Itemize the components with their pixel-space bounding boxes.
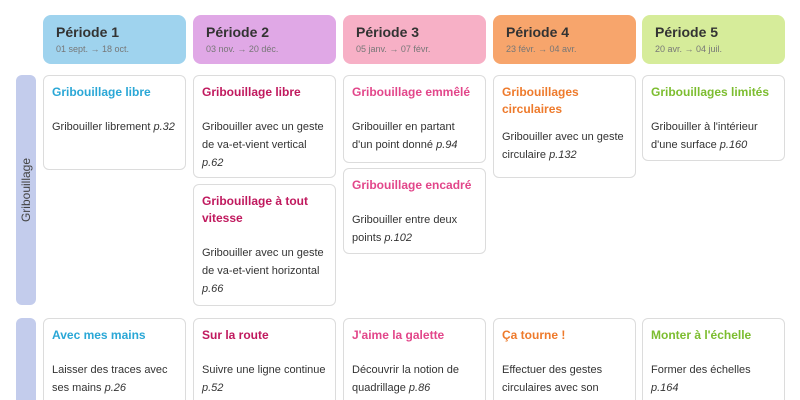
activity-card[interactable]	[493, 318, 636, 400]
period-dates: 20 avr. → 04 juil.	[655, 44, 723, 54]
period-title: Période 3	[356, 24, 420, 40]
activity-title: Gribouillage emmêlé	[352, 85, 471, 99]
activity-card[interactable]	[493, 75, 636, 178]
page-reference: p.94	[436, 139, 458, 151]
page-reference: p.66	[202, 283, 224, 295]
page-reference: p.102	[384, 232, 412, 244]
activity-card[interactable]	[43, 75, 186, 170]
activity-title: Ça tourne !	[502, 328, 566, 342]
period-title: Période 2	[206, 24, 270, 40]
page-reference: p.62	[202, 157, 224, 169]
activity-card[interactable]	[642, 75, 785, 161]
row-label-gribouillage	[16, 75, 36, 305]
activity-description: Gribouiller en partant d'un point donné p.94	[352, 121, 458, 151]
activity-description: Gribouiller entre deux points p.102	[352, 214, 458, 244]
activity-title: Gribouillage encadré	[352, 178, 472, 192]
period-header-3[interactable]	[343, 15, 486, 64]
activity-card[interactable]	[43, 318, 186, 400]
period-title: Période 5	[655, 24, 719, 40]
activity-description: Gribouiller à l'intérieur d'une surface p.160	[651, 121, 758, 151]
page-reference: p.26	[104, 382, 127, 394]
activity-card[interactable]	[642, 318, 785, 400]
period-dates: 03 nov. → 20 déc.	[206, 44, 279, 54]
activity-title: Gribouillages limités	[651, 85, 770, 99]
activity-title: Sur la route	[202, 328, 269, 342]
activity-description: Suivre une ligne continue p.52	[202, 364, 326, 394]
period-dates: 01 sept. → 18 oct.	[56, 44, 130, 54]
period-dates: 05 janv. → 07 févr.	[356, 44, 431, 54]
activity-title: Avec mes mains	[52, 328, 146, 342]
period-title: Période 4	[506, 24, 570, 40]
activity-card[interactable]	[193, 75, 336, 178]
activity-description: Effectuer des gestes circulaires avec son	[502, 364, 603, 394]
activity-title: J'aime la galette	[352, 328, 445, 342]
page-reference: p.86	[408, 382, 431, 394]
period-header-2[interactable]	[193, 15, 336, 64]
activity-card[interactable]	[343, 75, 486, 163]
period-dates: 23 févr. → 04 avr.	[506, 44, 577, 54]
activity-description: Gribouiller avec un geste de va-et-vient vertical p.62	[202, 121, 324, 169]
activity-description: Former des échelles p.164	[651, 364, 751, 394]
activity-card[interactable]	[193, 184, 336, 306]
page-reference: p.160	[719, 139, 748, 151]
activity-description: Gribouiller librement p.32	[52, 121, 175, 133]
period-header-4[interactable]	[493, 15, 636, 64]
period-header-1[interactable]	[43, 15, 186, 64]
page-reference: p.164	[651, 382, 679, 394]
activity-description: Gribouiller avec un geste de va-et-vient horizontal p.66	[202, 247, 324, 295]
activity-title: Gribouillage à tout vitesse	[202, 194, 309, 225]
row-label-2	[16, 318, 36, 400]
period-header-5[interactable]	[642, 15, 785, 64]
row-label-text: Gribouillage	[19, 157, 33, 223]
activity-card[interactable]	[343, 318, 486, 400]
activity-description: Gribouiller avec un geste circulaire p.132	[502, 131, 624, 161]
page-reference: p.52	[202, 382, 224, 394]
activity-title: Gribouillage libre	[202, 85, 301, 99]
activity-title: Monter à l'échelle	[651, 328, 752, 342]
activity-description: Découvrir la notion de quadrillage p.86	[352, 364, 460, 394]
activity-card[interactable]	[193, 318, 336, 400]
activity-card[interactable]	[343, 168, 486, 254]
activity-title: Gribouillages circulaires	[502, 85, 579, 116]
activity-title: Gribouillage libre	[52, 85, 151, 99]
page-reference: p.132	[549, 149, 577, 161]
period-title: Période 1	[56, 24, 120, 40]
activity-description: Laisser des traces avec ses mains p.26	[52, 364, 168, 394]
page-reference: p.32	[153, 121, 175, 133]
